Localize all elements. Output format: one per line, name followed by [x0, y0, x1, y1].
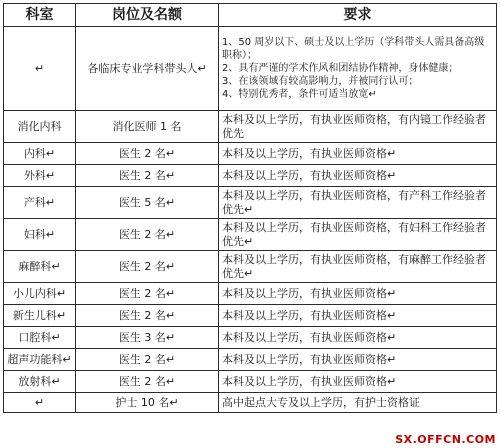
- dept-cell: 产科↵: [4, 187, 76, 219]
- dept-cell: 放射科↵: [4, 371, 76, 393]
- position-cell: 医生 2 名↵: [76, 165, 219, 187]
- requirements-cell: 本科及以上学历，有执业医师资格，有妇科工作经验者优先↵: [219, 219, 497, 251]
- requirements-cell: 本科及以上学历，有执业医师资格↵: [219, 371, 497, 393]
- table-row: [4, 283, 497, 305]
- table-row: [4, 349, 497, 371]
- dept-cell: ↵: [4, 27, 76, 111]
- requirements-cell: 高中起点大专及以上学历，有护士资格证: [219, 393, 497, 413]
- requirements-cell: 本科及以上学历，有执业医师资格，有内镜工作经验者优先: [219, 111, 497, 143]
- position-cell: 医生 5 名↵: [76, 187, 219, 219]
- position-cell: 医生 2 名↵: [76, 219, 219, 251]
- position-cell: 医生 2 名↵: [76, 371, 219, 393]
- header-requirements: 要求: [219, 4, 497, 27]
- position-cell: 医生 2 名↵: [76, 349, 219, 371]
- requirements-cell: 本科及以上学历，有执业医师资格，有产科工作经验者优先↵: [219, 187, 497, 219]
- requirements-cell: 本科及以上学历，有执业医师资格↵: [219, 349, 497, 371]
- dept-cell: 超声功能科↵: [4, 349, 76, 371]
- position-cell: 医生 2 名↵: [76, 305, 219, 327]
- requirements-cell: 本科及以上学历，有执业医师资格↵: [219, 327, 497, 349]
- site-watermark: SX.OFFCN.COM: [395, 433, 496, 446]
- table-row: [4, 305, 497, 327]
- recruitment-table: [3, 3, 497, 413]
- table-row: [4, 327, 497, 349]
- header-row: [4, 4, 497, 27]
- dept-cell: 消化内科: [4, 111, 76, 143]
- table-row: [4, 187, 497, 219]
- table-row: [4, 27, 497, 111]
- requirements-cell: 本科及以上学历，有执业医师资格↵: [219, 283, 497, 305]
- table-row: [4, 251, 497, 283]
- requirements-cell: [219, 27, 497, 111]
- position-cell: 医生 3 名↵: [76, 327, 219, 349]
- header-dept: 科室: [4, 4, 76, 27]
- requirements-cell: 本科及以上学历，有执业医师资格，有麻醉工作经验者优先↵: [219, 251, 497, 283]
- position-cell: 医生 2 名↵: [76, 283, 219, 305]
- requirement-line: 1、50 周岁以下、硕士及以上学历（学科带头人需具备高级职称）；: [222, 37, 485, 61]
- position-cell: 各临床专业学科带头人↵: [76, 27, 219, 111]
- table-row: [4, 143, 497, 165]
- position-cell: 护士 10 名↵: [76, 393, 219, 413]
- table-row: [4, 219, 497, 251]
- requirement-line: 3、在该领域有较高影响力，并被同行认可；: [222, 76, 419, 87]
- requirement-line: 2、具有严谨的学术作风和团结协作精神，身体健康；: [222, 63, 459, 74]
- dept-cell: 口腔科↵: [4, 327, 76, 349]
- dept-cell: ↵: [4, 393, 76, 413]
- dept-cell: 麻醉科↵: [4, 251, 76, 283]
- requirement-line: 4、特别优秀者，条件可适当放宽↵: [222, 89, 377, 100]
- table-row: [4, 393, 497, 413]
- requirements-cell: 本科及以上学历，有执业医师资格↵: [219, 143, 497, 165]
- position-cell: 医生 2 名↵: [76, 251, 219, 283]
- dept-cell: 妇科↵: [4, 219, 76, 251]
- dept-cell: 新生儿科↵: [4, 305, 76, 327]
- dept-cell: 小儿内科↵: [4, 283, 76, 305]
- requirements-cell: 本科及以上学历，有执业医师资格↵: [219, 165, 497, 187]
- table-row: [4, 371, 497, 393]
- requirements-cell: 本科及以上学历，有执业医师资格↵: [219, 305, 497, 327]
- position-cell: 医生 2 名↵: [76, 143, 219, 165]
- position-cell: 消化医师 1 名: [76, 111, 219, 143]
- dept-cell: 外科↵: [4, 165, 76, 187]
- dept-cell: 内科↵: [4, 143, 76, 165]
- table-row: [4, 111, 497, 143]
- header-position: 岗位及名额: [76, 4, 219, 27]
- table-row: [4, 165, 497, 187]
